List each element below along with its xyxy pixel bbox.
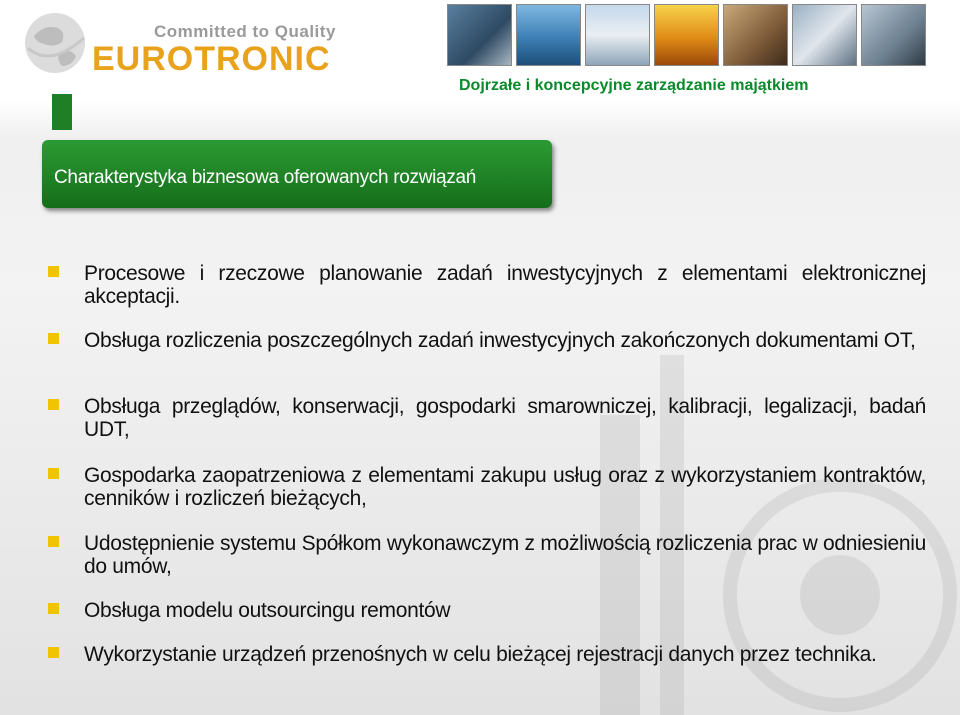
- bullet-square-icon: [48, 603, 59, 614]
- slide-title: Charakterystyka biznesowa oferowanych rozwiązań: [54, 167, 477, 188]
- photo-workers-icon: [723, 4, 788, 66]
- photo-team-icon: [861, 4, 926, 66]
- bullet-square-icon: [48, 647, 59, 658]
- bullet-text: Gospodarka zaopatrzeniowa z elementami zakupu usług oraz z wykorzystaniem kontraktów, cenników i rozliczeń bieżących,: [84, 464, 926, 510]
- bullet-square-icon: [48, 333, 59, 344]
- header: [0, 0, 960, 100]
- bullet-square-icon: [48, 399, 59, 410]
- bullet-text: Procesowe i rzeczowe planowanie zadań inwestycyjnych z elementami elektronicznej akceptacji.: [84, 262, 926, 308]
- header-fade: [0, 100, 960, 140]
- bullet-text: Obsługa rozliczenia poszczególnych zadań inwestycyjnych zakończonych dokumentami OT,: [84, 329, 916, 352]
- tagline: Committed to Quality: [154, 22, 336, 41]
- accent-bar: [52, 94, 72, 130]
- bullet-text: Wykorzystanie urządzeń przenośnych w celu bieżącej rejestracji danych przez technika.: [84, 643, 877, 666]
- photo-tanks-icon: [585, 4, 650, 66]
- photo-strip: [447, 4, 926, 66]
- bullet-square-icon: [48, 266, 59, 277]
- photo-oil-rig-icon: [516, 4, 581, 66]
- bullet-square-icon: [48, 468, 59, 479]
- title-banner: [42, 140, 552, 208]
- photo-office-icon: [447, 4, 512, 66]
- globe-logo-icon: [20, 8, 90, 78]
- photo-industry-icon: [654, 4, 719, 66]
- bullet-text: Udostępnienie systemu Spółkom wykonawczym z możliwością rozliczenia prac w odniesieniu do umów,: [84, 532, 926, 578]
- brand-logo-text: EUROTRONIC: [92, 40, 331, 78]
- bullet-text: Obsługa przeglądów, konserwacji, gospodarki smarowniczej, kalibracji, legalizacji, badań UDT,: [84, 395, 926, 441]
- bullet-square-icon: [48, 536, 59, 547]
- page-subtitle: Dojrzałe i koncepcyjne zarządzanie majątkiem: [459, 77, 809, 94]
- bullet-text: Obsługa modelu outsourcingu remontów: [84, 599, 451, 622]
- photo-meeting-icon: [792, 4, 857, 66]
